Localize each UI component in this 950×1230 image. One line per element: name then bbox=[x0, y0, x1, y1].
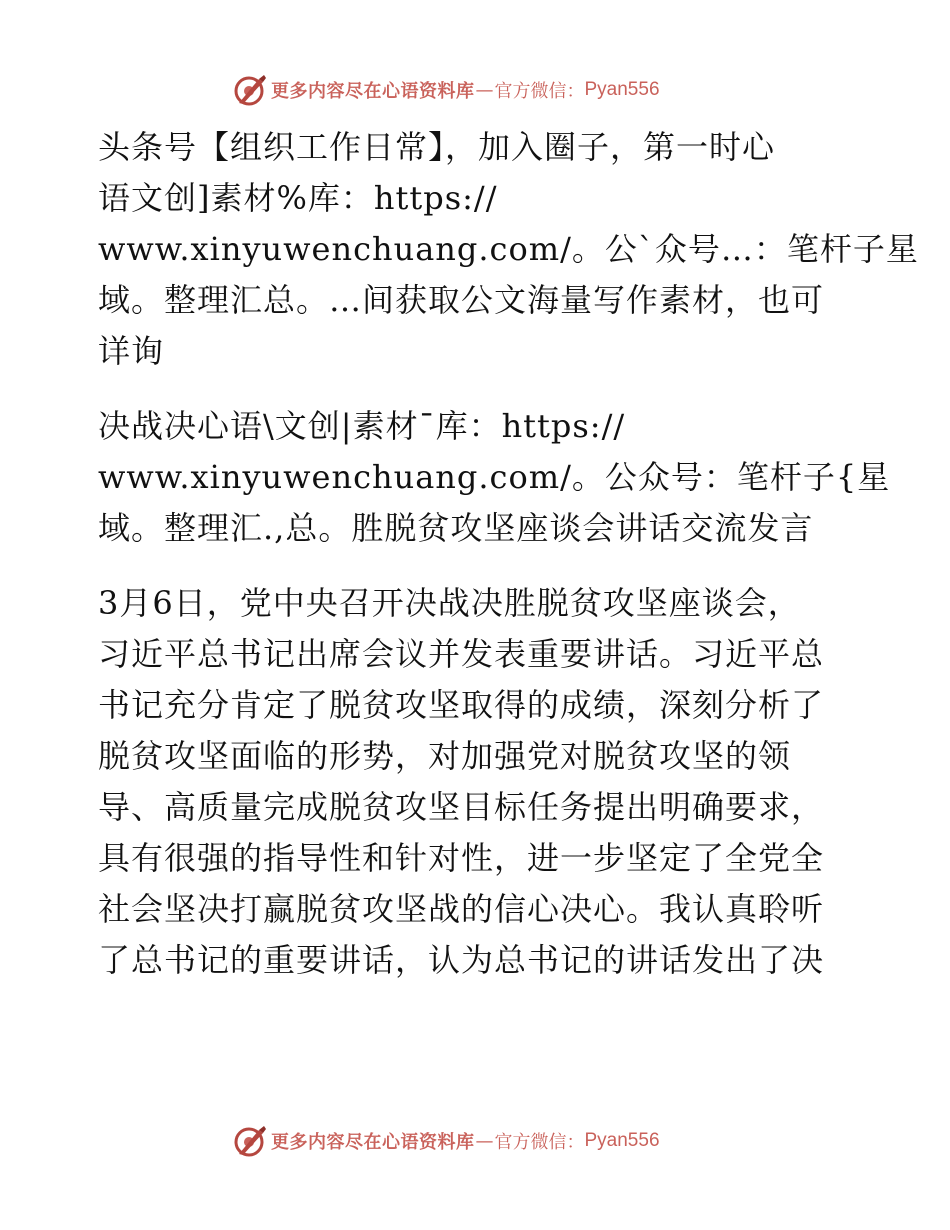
pen-logo-icon bbox=[233, 73, 267, 107]
header-wechat-label: 官方微信： bbox=[494, 81, 585, 102]
footer-dash: — bbox=[475, 1130, 494, 1152]
text-line: www.xinyuwenchuang.com/。公`众号…：笔杆子星 bbox=[98, 230, 919, 268]
text-line: 社会坚决打赢脱贫攻坚战的信心决心。我认真聆听 bbox=[98, 890, 825, 928]
text-line: 头条号【组织工作日常】，加入圈子，第一时心 bbox=[98, 128, 776, 166]
text-line: 具有很强的指导性和针对性，进一步坚定了全党全 bbox=[98, 839, 825, 877]
text-line: 3月6日，党中央召开决战决胜脱贫攻坚座谈会， bbox=[98, 584, 801, 622]
header-dash: — bbox=[475, 79, 494, 101]
paragraph-1 bbox=[98, 122, 919, 377]
footer-banner bbox=[233, 1123, 753, 1159]
paragraph-2-title bbox=[98, 401, 891, 554]
text-line: 域。整理汇.,总。胜脱贫攻坚座谈会讲话交流发言 bbox=[98, 509, 814, 547]
footer-wechat-label: 官方微信： bbox=[494, 1132, 585, 1153]
footer-banner-text: 更多内容尽在心语资料库 bbox=[271, 1132, 475, 1153]
header-banner-text: 更多内容尽在心语资料库 bbox=[271, 81, 475, 102]
text-line: 决战决心语\文创|素材¯库：https:// bbox=[98, 407, 626, 445]
text-line: 书记充分肯定了脱贫攻坚取得的成绩，深刻分析了 bbox=[98, 686, 825, 724]
pen-logo-icon bbox=[233, 1124, 267, 1158]
footer-wechat-id: Pyan556 bbox=[584, 1130, 660, 1151]
text-line: 导、高质量完成脱贫攻坚目标任务提出明确要求， bbox=[98, 788, 825, 826]
text-line: 了总书记的重要讲话，认为总书记的讲话发出了决 bbox=[98, 941, 825, 979]
header-wechat-id: Pyan556 bbox=[584, 79, 660, 100]
paragraph-3 bbox=[98, 578, 858, 986]
text-line: 脱贫攻坚面临的形势，对加强党对脱贫攻坚的领 bbox=[98, 737, 792, 775]
text-line: 域。整理汇总。…间获取公文海量写作素材，也可 bbox=[98, 281, 825, 319]
text-line: 详询 bbox=[98, 332, 165, 370]
text-line: www.xinyuwenchuang.com/。公众号：笔杆子{星 bbox=[98, 458, 891, 496]
header-banner bbox=[233, 72, 753, 108]
text-line: 语文创]素材%库：https:// bbox=[98, 179, 498, 217]
document-body bbox=[98, 122, 919, 1010]
text-line: 习近平总书记出席会议并发表重要讲话。习近平总 bbox=[98, 635, 825, 673]
